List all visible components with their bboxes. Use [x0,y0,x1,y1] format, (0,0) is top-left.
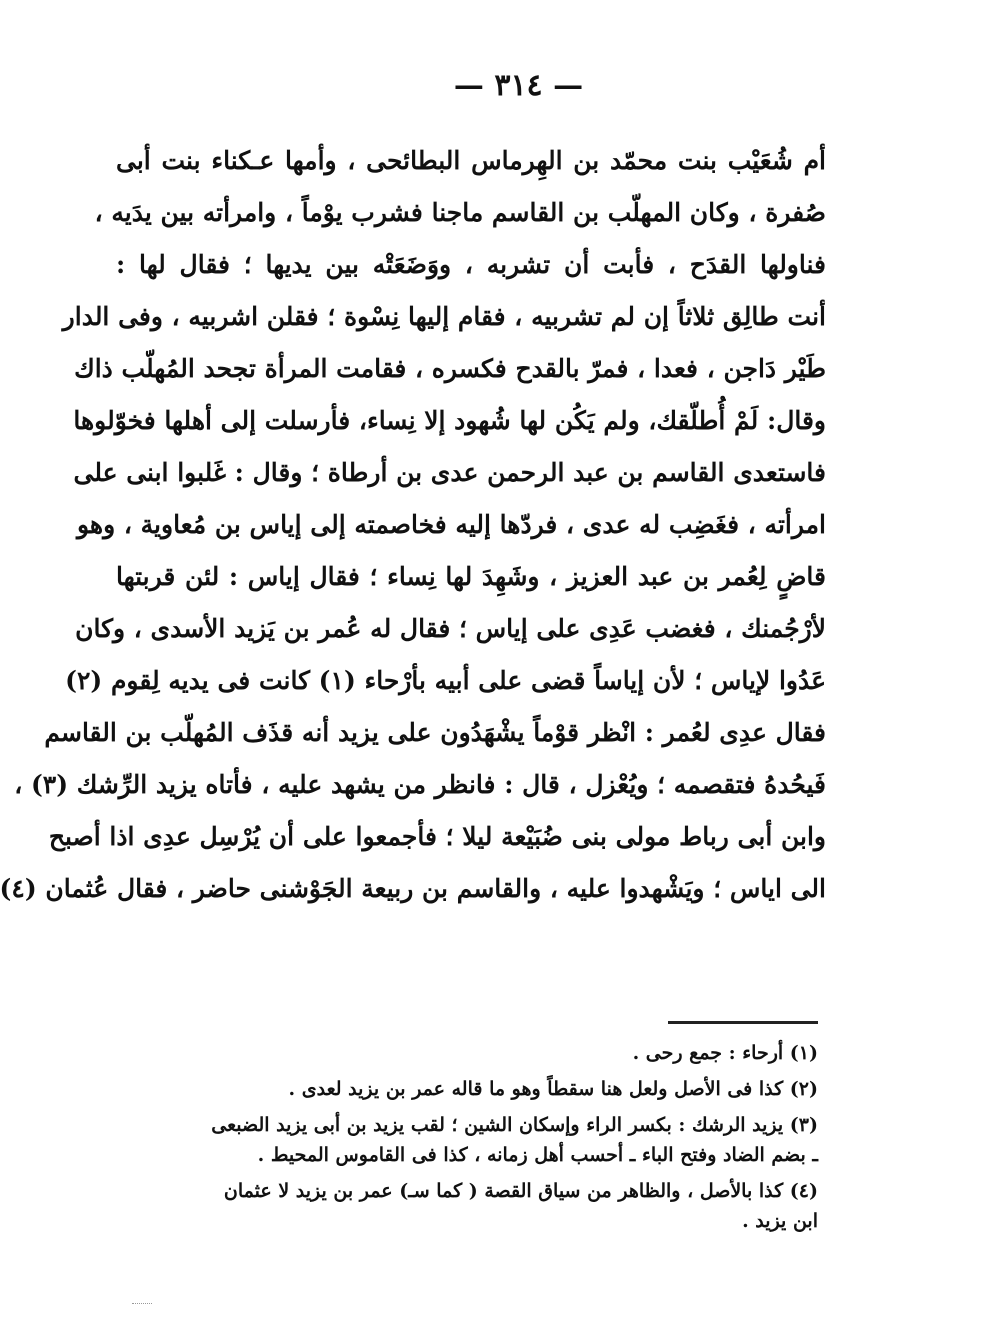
footnote-1 [134,1038,818,1068]
body-line: لأرْجُمنك ، فغضب عَدِى على إياس ؛ فقال له عُمر بن يَزيد الأسدى ، وكان [75,614,826,643]
body-line: عَدُوا لإياس ؛ لأن إياساً قضى على أبيه بأرْحاء (١) كانت فى يديه لِقوم (٢) [65,666,826,695]
footnotes [134,1038,818,1236]
footnote-2 [134,1074,818,1104]
body-line: فناولها القدَح ، فأبت أن تشربه ، ووَضَعَتْه بين يديها ؛ فقال لها : [116,250,826,279]
body-line: وقال: لَمْ أُطلّقك، ولم يَكُن لها شُهود إلا نِساء، فأرسلت إلى أهلها فخوّلوها [73,406,826,435]
body-line: صُفرة ، وكان المهلّب بن القاسم ماجنا فشرب يوْماً ، وامرأته بين يدَيه ، [94,198,826,227]
footnote-3 [134,1110,818,1170]
footnote-line: ـ بضم الضاد وفتح الباء ـ أحسب أهل زمانه ، كذا فى القاموس المحيط . [257,1144,818,1166]
body-line: قاضٍ لِعُمر بن عبد العزيز ، وشَهِدَ لها نِساء ؛ فقال إياس : لئن قربتها [116,562,826,591]
footnote-line: (١) أرحاء : جمع رحى . [632,1042,818,1064]
body-line: أم شُعَيْب بنت محمّد بن الهِرماس البطائحى ، وأمها عـكناء بنت أبى [116,146,826,175]
body-line: فاستعدى القاسم بن عبد الرحمن عدى بن أرطاة ؛ وقال : غَلبوا ابنى على [73,458,826,487]
footnote-4 [134,1176,818,1236]
footnote-line: (٢) كذا فى الأصل ولعل هنا سقطاً وهو ما قاله عمر بن يزيد لعدى . [288,1078,818,1100]
body-line: وابن أبى رباط مولى بنى ضُبَيْعة ليلا ؛ فأجمعوا على أن يُرْسِل عدِى اذا أصبح [48,822,826,851]
body-line: أنت طالِق ثلاثاً إن لم تشربيه ، فقام إليها نِسْوة ؛ فقلن اشربيه ، وفى الدار [62,302,826,331]
footnote-separator [668,1021,818,1024]
footnote-line: (٣) يزيد الرشك : بكسر الراء وإسكان الشين ؛ لقب يزيد بن أبى يزيد الضبعى [211,1114,818,1136]
body-text [0,135,826,915]
footnote-line: (٤) كذا بالأصل ، والظاهر من سياق القصة ( كما سـ) عمر بن يزيد لا عثمان [223,1180,818,1202]
body-line: فقال عدِى لعُمر : انْظر قوْماً يشْهَدُون على يزيد أنه قذَف المُهلّب بن القاسم [44,718,826,747]
scan-mark [132,1303,152,1308]
body-line: امرأته ، فغَضِب له عدى ، فردّها إليه فخاصمته إلى إياس بن مُعاوية ، وهو [77,510,826,539]
footnote-line: ابن يزيد . [742,1210,818,1232]
body-line: طَيْر دَاجن ، فعدا ، فمرّ بالقدح فكسره ، فقامت المرأة تجحد المُهلّب ذاك [74,354,826,383]
body-line: الى اياس ؛ ويَشْهدوا عليه ، والقاسم بن ربيعة الجَوْشنى حاضر ، فقال عُثمان (٤) [0,874,826,903]
body-line: فَيحُدهُ فتقصمه ؛ ويُعْزل ، قال : فانظر من يشهد عليه ، فأتاه يزيد الرِّشك (٣) ، [14,770,826,799]
page-number: — ٣١٤ — [453,68,584,103]
